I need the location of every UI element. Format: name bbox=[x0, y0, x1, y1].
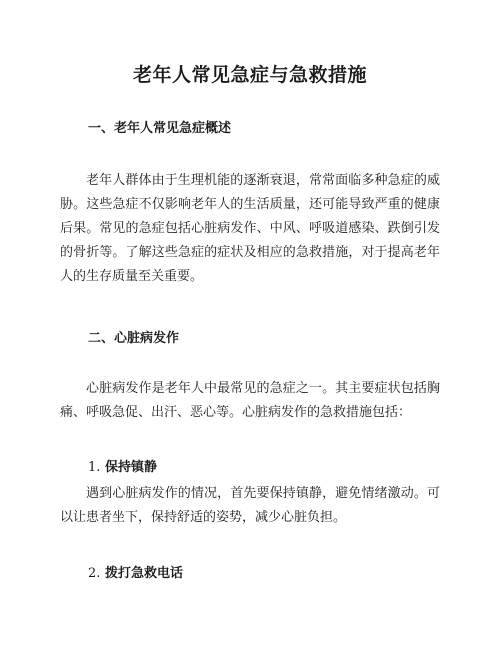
step-title: 保持镇静 bbox=[104, 460, 157, 475]
section-heading-heart-attack: 二、心脏病发作 bbox=[88, 331, 180, 346]
section-heading-overview: 一、老年人常见急症概述 bbox=[88, 121, 232, 136]
step-title: 拨打急救电话 bbox=[104, 566, 183, 581]
step-heading-keep-calm bbox=[88, 459, 157, 477]
step-number: 2. bbox=[88, 566, 101, 581]
section-paragraph-heart-attack: 心脏病发作是老年人中最常见的急症之一。其主要症状包括胸痛、呼吸急促、出汗、恶心等。心脏病发作的急救措施包括： bbox=[60, 381, 440, 420]
step-heading-call-emergency bbox=[88, 565, 183, 583]
section-paragraph-overview: 老年人群体由于生理机能的逐渐衰退，常常面临多种急症的威胁。这些急症不仅影响老年人的生活质量，还可能导致严重的健康后果。常见的急症包括心脏病发作、中风、呼吸道感染、跌倒引发的骨折等。了解这些急症的症状及相应的急救措施，对于提高老年人的生存质量至关重要。 bbox=[60, 173, 440, 284]
step-paragraph-keep-calm: 遇到心脏病发作的情况，首先要保持镇静，避免情绪激动。可以让患者坐下，保持舒适的姿势，减少心脏负担。 bbox=[60, 486, 440, 525]
step-number: 1. bbox=[88, 460, 101, 475]
document-title: 老年人常见急症与急救措施 bbox=[132, 64, 367, 86]
